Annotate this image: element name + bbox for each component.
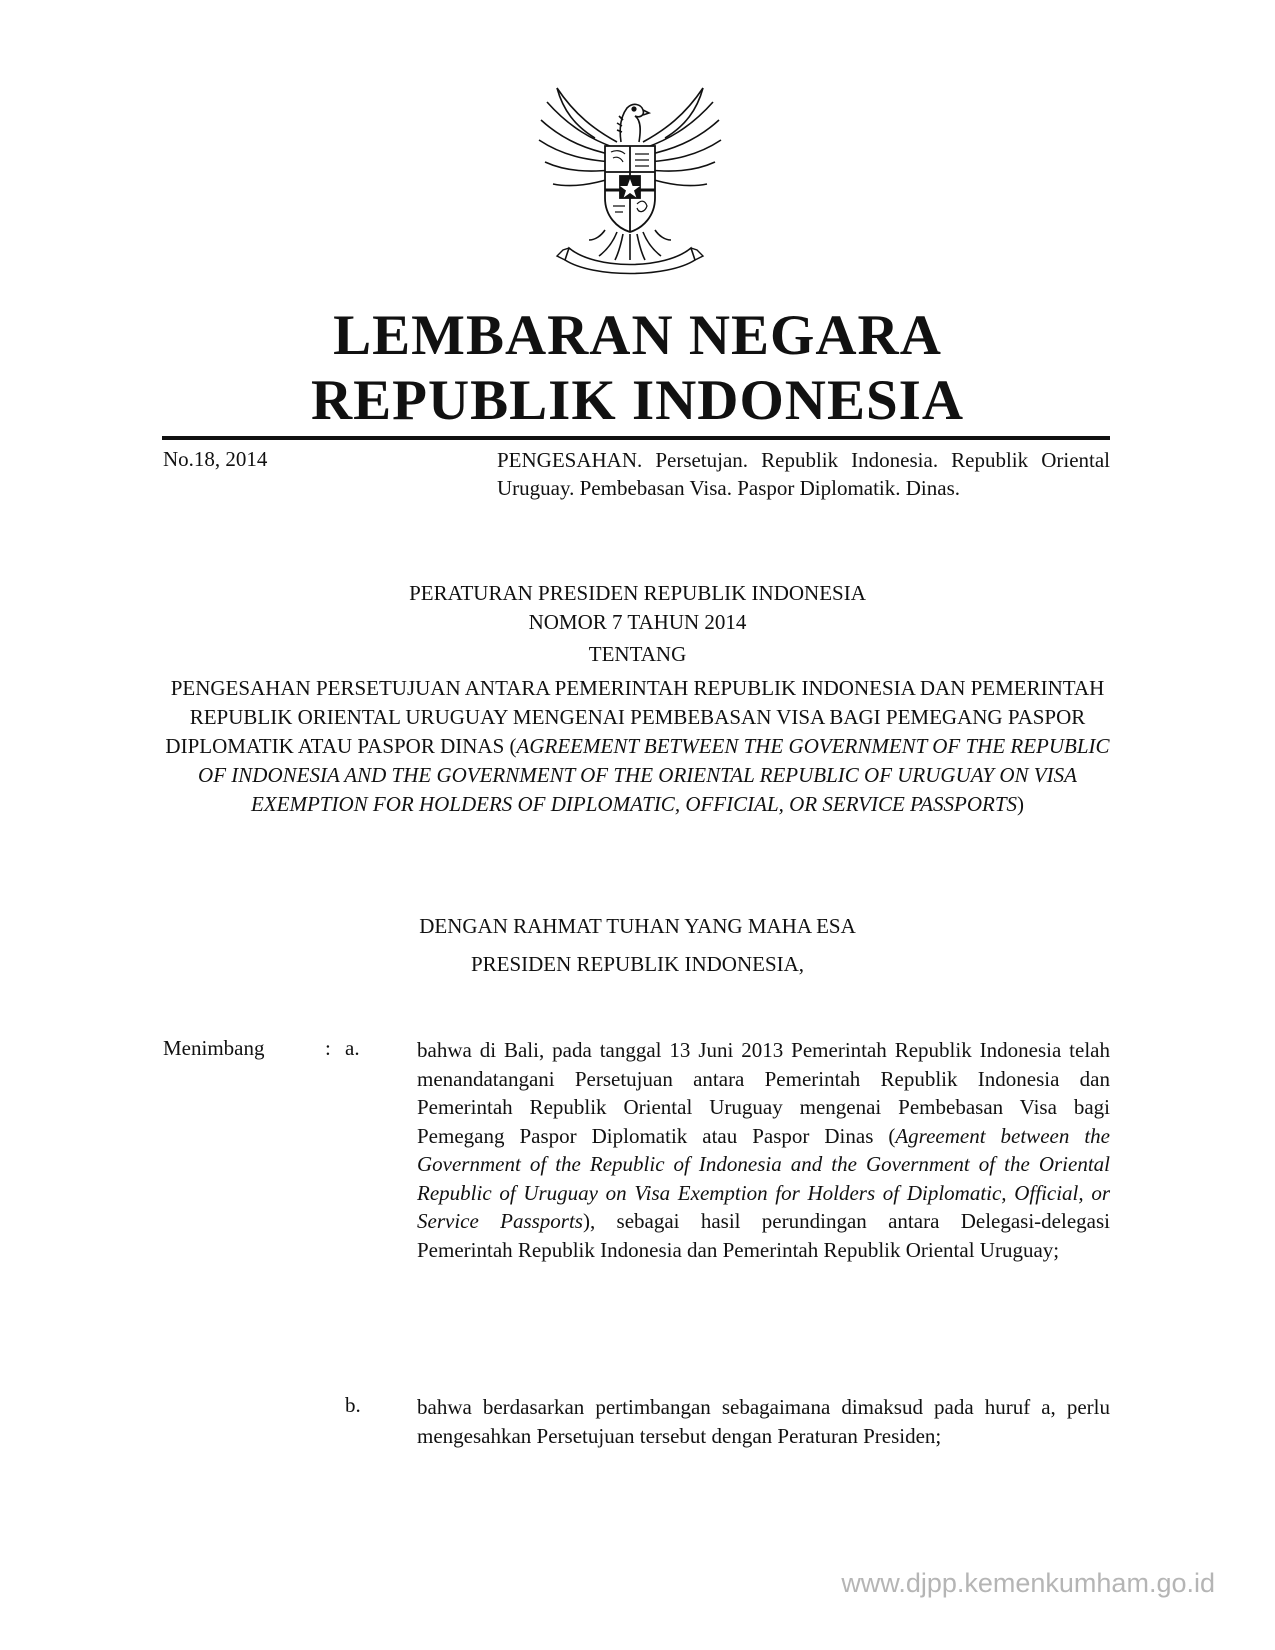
- regulation-title-upright: PENGESAHAN PERSETUJUAN ANTARA PEMERINTAH REPUBLIK INDONESIA DAN PEMERINTAH REPUBLIK ORIENTAL URUGUAY MENGENAI PEMBEBASAN VISA BAGI PEMEGANG PASPOR DIPLOMATIK ATAU PASPOR DINAS (: [165, 676, 1105, 758]
- invocation: DENGAN RAHMAT TUHAN YANG MAHA ESA: [419, 914, 856, 938]
- gazette-number: No.18, 2014: [163, 447, 268, 471]
- garuda-emblem-icon: [535, 80, 725, 280]
- masthead-title-line-2: REPUBLIK INDONESIA: [310, 369, 965, 432]
- considering-label: Menimbang: [163, 1036, 265, 1060]
- considering-item-text: [417, 1036, 1110, 1264]
- regulation-type: PERATURAN PRESIDEN REPUBLIK INDONESIA: [409, 581, 866, 605]
- website-watermark: www.djpp.kemenkumham.go.id: [841, 1568, 1215, 1598]
- masthead-divider: [162, 436, 1110, 440]
- regulation-title-close: ): [1017, 792, 1025, 816]
- issuer: PRESIDEN REPUBLIK INDONESIA,: [470, 952, 805, 976]
- masthead-title-line-1: LEMBARAN NEGARA: [333, 304, 942, 367]
- considering-item-letter: a.: [345, 1036, 360, 1060]
- considering-item-a-text-after: ), sebagai hasil perundingan antara Delegasi-delegasi Pemerintah Republik Indonesia dan Pemerintah Republik Oriental Uruguay;: [417, 1209, 1110, 1262]
- regulation-about: TENTANG: [588, 642, 687, 666]
- considering-item-text: bahwa berdasarkan pertimbangan sebagaimana dimaksud pada huruf a, perlu mengesahkan Persetujuan tersebut dengan Peraturan Presiden;: [417, 1395, 1110, 1448]
- considering-colon: :: [325, 1036, 331, 1060]
- considering-item-a-text: bahwa di Bali, pada tanggal 13 Juni 2013 Pemerintah Republik Indonesia telah menandatangani Persetujuan antara Pemerintah Republik Indonesia dan Pemerintah Republik Oriental Uruguay mengenai Pembebasan Visa bagi Pemegang Paspor Diplomatik atau Paspor Dinas (: [417, 1038, 1110, 1148]
- considering-item-a-english: Agreement between the Government of the Republic of Indonesia and the Government of the Oriental Republic of Uruguay on Visa Exemption for Holders of Diplomatic, Official, or Service Passports: [417, 1123, 1110, 1233]
- gazette-subject: PENGESAHAN. Persetujan. Republik Indonesia. Republik Oriental Uruguay. Pembebasan Visa. Paspor Diplomatik. Dinas.: [497, 448, 1110, 500]
- regulation-title-english: AGREEMENT BETWEEN THE GOVERNMENT OF THE REPUBLIC OF INDONESIA AND THE GOVERNMENT OF THE ORIENTAL REPUBLIC OF URUGUAY ON VISA EXEMPTION FOR HOLDERS OF DIPLOMATIC, OFFICIAL, OR SERVICE PASSPORTS: [198, 734, 1110, 816]
- regulation-number: NOMOR 7 TAHUN 2014: [528, 610, 747, 634]
- regulation-title: [160, 674, 1115, 819]
- considering-item-letter: b.: [345, 1393, 361, 1417]
